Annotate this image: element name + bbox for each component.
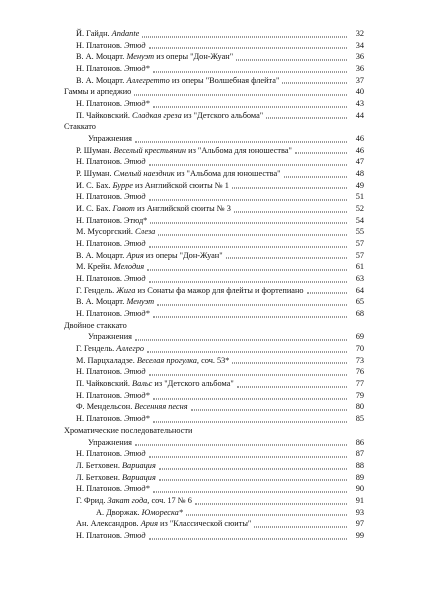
toc-entry-title (76, 518, 251, 530)
toc-title-text: Упражнения (88, 437, 132, 447)
toc-title-text: Р. Шуман. (76, 145, 114, 155)
toc-leader-dots (284, 175, 347, 177)
toc-title-italic: Гавот (112, 204, 135, 214)
toc-entry (64, 75, 364, 87)
toc-title-italic: Веселая прогулка, (136, 355, 199, 365)
toc-title-italic: Мелодия (113, 262, 145, 272)
toc-page-number: 51 (355, 192, 364, 202)
toc-leader-dots (153, 315, 347, 317)
toc-leader-dots (186, 514, 347, 516)
toc-title-text: из оперы "Волшебная флейта" (169, 75, 280, 85)
toc-leader-dots (307, 292, 347, 294)
toc-title-text: Н. Платонов. (76, 390, 125, 400)
toc-page-number: 73 (355, 355, 364, 365)
toc-leader-dots (149, 245, 347, 247)
toc-leader-dots (149, 280, 347, 282)
toc-title-text: Н. Платонов. (76, 414, 125, 424)
toc-page-number: 77 (355, 379, 364, 389)
toc-leader-dots (134, 94, 347, 96)
toc-page-number: 55 (355, 227, 364, 237)
toc-entry-title (76, 472, 156, 484)
toc-entry-title (64, 425, 192, 437)
toc-leader-dots (282, 82, 347, 84)
toc-title-text: Гаммы и арпеджио (64, 87, 132, 97)
toc-entry (64, 145, 364, 157)
toc-entry (64, 226, 364, 238)
toc-leader-dots (158, 234, 347, 236)
toc-title-italic: Менуэт (126, 52, 155, 62)
toc-entry-title (76, 28, 139, 40)
toc-entry-title (76, 401, 188, 413)
toc-entry (64, 448, 364, 460)
toc-entry-title (76, 285, 304, 297)
toc-page-number: 87 (355, 449, 364, 459)
toc-title-italic: Веселый крестьянин (113, 145, 187, 155)
toc-page-number: 90 (355, 484, 364, 494)
toc-entry (64, 296, 364, 308)
toc-title-text: из "Детского альбома" (152, 379, 234, 389)
toc-entry-title (76, 250, 223, 262)
toc-title-italic: Вариация (121, 472, 156, 482)
toc-title-text: Хроматические последовательности (64, 425, 193, 435)
toc-title-text: Н. Платонов. Этюд* (76, 215, 148, 225)
toc-leader-dots (149, 164, 347, 166)
toc-page-number: 63 (355, 274, 364, 284)
toc-entry (64, 191, 364, 203)
toc-page-number: 65 (355, 297, 364, 307)
toc-title-italic: Этюд* (124, 64, 150, 73)
toc-page-number: 80 (355, 402, 364, 412)
toc-title-text: Р. Шуман. (76, 169, 114, 179)
toc-entry-title (76, 296, 154, 308)
toc-page-number: 61 (355, 262, 364, 272)
toc-title-text: Ф. Мендельсон. (76, 402, 135, 412)
toc-title-italic: Этюд* (124, 414, 150, 424)
toc-page-number: 36 (355, 52, 364, 62)
toc-entry (64, 110, 364, 122)
toc-entry (64, 355, 364, 367)
toc-page-number: 57 (355, 250, 364, 260)
toc-title-text: В. А. Моцарт. (76, 75, 127, 85)
toc-page-number: 47 (355, 157, 364, 167)
toc-title-italic: Этюд (124, 239, 146, 249)
toc-entry (64, 483, 364, 495)
toc-entry (64, 51, 364, 63)
toc-entry-title (96, 507, 183, 519)
toc-entry-title (76, 530, 146, 542)
toc-title-italic: Ария (140, 519, 158, 529)
toc-page-number: 36 (355, 64, 364, 73)
toc-entry (64, 273, 364, 285)
toc-leader-dots (254, 525, 347, 527)
toc-title-text: Двойное стаккато (64, 320, 127, 330)
toc-title-italic: Аллегретто (126, 75, 170, 85)
toc-page-number: 48 (355, 169, 364, 179)
toc-title-italic: Этюд* (124, 390, 150, 400)
toc-entry-title (76, 448, 146, 460)
toc-title-italic: Andante (111, 28, 140, 38)
toc-leader-dots (295, 152, 347, 154)
toc-leader-dots (147, 350, 347, 352)
toc-page-number: 93 (355, 507, 364, 517)
toc-page-number: 52 (355, 204, 364, 214)
toc-title-italic: Этюд (124, 274, 146, 284)
toc-page-number: 32 (355, 28, 364, 38)
toc-page-number: 46 (355, 134, 364, 144)
toc-page-number: 89 (355, 472, 364, 482)
toc-page-number: 43 (355, 99, 364, 109)
toc-page-number: 44 (355, 110, 364, 120)
toc-leader-dots (153, 490, 347, 492)
table-of-contents (64, 28, 364, 542)
toc-title-text: Г. Гендель. (76, 285, 117, 295)
toc-entry-title (88, 437, 132, 449)
toc-leader-dots (157, 304, 347, 306)
toc-entry-title (76, 343, 144, 355)
toc-title-italic: Этюд (124, 367, 146, 377)
toc-title-italic: Этюд (124, 192, 146, 202)
toc-title-italic: Этюд* (124, 484, 150, 494)
toc-entry (64, 343, 364, 355)
toc-title-italic: Этюд (124, 530, 146, 540)
toc-entry (64, 63, 364, 75)
toc-page-number: 91 (355, 495, 364, 505)
toc-page-number: 57 (355, 239, 364, 249)
toc-leader-dots (149, 374, 347, 376)
toc-title-text: Н. Платонов. (76, 239, 125, 249)
toc-title-text: Н. Платонов. (76, 64, 125, 73)
toc-entry (64, 285, 364, 297)
toc-title-italic: Менуэт (126, 297, 155, 307)
toc-page-number: 69 (355, 332, 364, 342)
toc-title-italic: Смелый наездник (113, 169, 175, 179)
toc-leader-dots (232, 362, 347, 364)
toc-title-text: М. Парцхаладзе. (76, 355, 137, 365)
toc-entry-title (76, 483, 150, 495)
toc-page-number: 54 (355, 215, 364, 225)
toc-title-text: из "Альбома для юношества" (186, 145, 292, 155)
toc-leader-dots (149, 199, 347, 201)
toc-title-text: из Сонаты фа мажор для флейты и фортепиано (135, 285, 304, 295)
toc-title-italic: Слеза (134, 227, 156, 237)
toc-title-text: из Английской сюиты № 1 (132, 180, 229, 190)
toc-title-text: Н. Платонов. (76, 40, 125, 50)
toc-entry-title (76, 378, 234, 390)
toc-entry-title (88, 331, 132, 343)
toc-entry-title (76, 75, 279, 87)
toc-entry (64, 495, 364, 507)
toc-entry-title (76, 191, 146, 203)
toc-entry (64, 215, 364, 227)
toc-title-italic: Весенняя песня (134, 402, 188, 412)
toc-page-number: 34 (355, 40, 364, 50)
toc-title-italic: Этюд* (124, 309, 150, 319)
toc-page-number: 40 (355, 87, 364, 97)
toc-page-number: 64 (355, 285, 364, 295)
toc-leader-dots (153, 397, 347, 399)
toc-title-text: В. А. Моцарт. (76, 250, 127, 260)
toc-title-text: И. С. Бах. (76, 204, 113, 214)
toc-leader-dots (226, 257, 347, 259)
toc-leader-dots (135, 140, 347, 142)
toc-leader-dots (153, 70, 347, 72)
toc-entry (64, 460, 364, 472)
toc-page-number: 49 (355, 180, 364, 190)
toc-entry-title (76, 51, 233, 63)
toc-entry-title (88, 133, 132, 145)
toc-leader-dots (236, 59, 347, 61)
toc-title-text: Упражнения (88, 134, 132, 144)
toc-title-text: из Английской сюиты № 3 (134, 204, 231, 214)
toc-title-text: из "Альбома для юношества" (174, 169, 281, 179)
toc-title-text: М. Мусоргский. (76, 227, 135, 237)
toc-entry-title (76, 168, 281, 180)
toc-entry-title (76, 156, 146, 168)
toc-title-text: Н. Платонов. (76, 484, 125, 494)
toc-title-text: П. Чайковский. (76, 110, 133, 120)
toc-entry-title (76, 273, 146, 285)
toc-title-text: из оперы "Дон-Жуан" (143, 250, 223, 260)
toc-entry (64, 518, 364, 530)
toc-leader-dots (135, 339, 347, 341)
toc-leader-dots (266, 117, 347, 119)
toc-title-italic: Этюд* (124, 99, 150, 109)
toc-page-number: 97 (355, 519, 364, 529)
toc-entry (64, 402, 364, 414)
toc-entry-title (76, 180, 229, 192)
toc-title-text: Стаккато (64, 122, 96, 132)
toc-entry-title (76, 215, 147, 227)
toc-title-text: из "Классической сюиты" (157, 519, 252, 529)
toc-section-heading (64, 121, 364, 133)
toc-leader-dots (142, 35, 347, 37)
toc-title-text: соч. 17 № 6 (149, 495, 192, 505)
toc-page-number: 70 (355, 344, 364, 354)
toc-page-number: 46 (355, 145, 364, 155)
toc-entry-title (76, 355, 229, 367)
toc-title-italic: Закат года, (107, 495, 150, 505)
toc-title-text: Н. Платонов. (76, 274, 125, 284)
toc-entry (64, 98, 364, 110)
toc-title-text: А. Дворжак. (96, 507, 142, 517)
toc-entry-title (76, 110, 263, 122)
toc-title-italic: Жига (116, 285, 136, 295)
toc-page-number: 99 (355, 530, 364, 540)
toc-title-text: Г. Фрид. (76, 495, 108, 505)
toc-leader-dots (153, 420, 347, 422)
toc-title-italic: Этюд (124, 40, 146, 50)
toc-title-text: Ан. Александров. (76, 519, 141, 529)
toc-entry-title (76, 238, 146, 250)
toc-section-heading (64, 86, 364, 98)
toc-title-text: из оперы "Дон-Жуан" (154, 52, 234, 62)
toc-title-text: Н. Платонов. (76, 157, 125, 167)
toc-page-number: 86 (355, 437, 364, 447)
toc-entry-title (76, 63, 150, 75)
toc-entry (64, 331, 364, 343)
toc-title-text: И. С. Бах. (76, 180, 113, 190)
toc-title-italic: Вальс (132, 379, 153, 389)
toc-leader-dots (237, 385, 347, 387)
toc-title-italic: Этюд (124, 157, 146, 167)
toc-entry (64, 180, 364, 192)
toc-entry (64, 28, 364, 40)
toc-title-text: В. А. Моцарт. (76, 52, 127, 62)
toc-entry-title (64, 121, 96, 133)
toc-title-italic: Вариация (121, 460, 156, 470)
toc-entry (64, 366, 364, 378)
toc-leader-dots (135, 444, 347, 446)
toc-entry (64, 250, 364, 262)
toc-entry (64, 203, 364, 215)
toc-leader-dots (153, 105, 347, 107)
toc-title-text: Г. Гендель. (76, 344, 117, 354)
toc-title-italic: Аллегро (116, 344, 145, 354)
toc-title-text: В. А. Моцарт. (76, 297, 127, 307)
toc-entry-title (76, 495, 192, 507)
toc-leader-dots (195, 502, 347, 504)
toc-title-text: Л. Бетховен. (76, 460, 122, 470)
toc-entry (64, 472, 364, 484)
toc-title-text: Н. Платонов. (76, 192, 125, 202)
toc-title-italic: Ария (126, 250, 144, 260)
toc-entry (64, 238, 364, 250)
toc-entry-title (76, 366, 146, 378)
toc-entry-title (76, 413, 150, 425)
toc-page-number: 37 (355, 75, 364, 85)
toc-entry (64, 261, 364, 273)
toc-entry-title (76, 145, 292, 157)
toc-title-text: М. Крейн. (76, 262, 114, 272)
toc-page-number: 76 (355, 367, 364, 377)
toc-entry (64, 168, 364, 180)
toc-title-text: П. Чайковский. (76, 379, 133, 389)
toc-entry (64, 133, 364, 145)
toc-title-italic: Юмореска* (141, 507, 183, 517)
toc-title-text: соч. 53* (199, 355, 230, 365)
toc-section-heading (64, 320, 364, 332)
toc-title-text: из "Детского альбома" (181, 110, 264, 120)
toc-leader-dots (147, 269, 347, 271)
toc-entry (64, 437, 364, 449)
toc-entry-title (76, 203, 231, 215)
toc-title-italic: Сладкая греза (132, 110, 182, 120)
toc-entry-title (64, 320, 127, 332)
toc-title-text: Н. Платонов. (76, 449, 125, 459)
toc-title-italic: Бурре (112, 180, 133, 190)
toc-entry-title (76, 261, 144, 273)
toc-entry (64, 390, 364, 402)
toc-entry (64, 413, 364, 425)
toc-title-text: Л. Бетховен. (76, 472, 122, 482)
toc-page-number: 88 (355, 460, 364, 470)
toc-entry-title (76, 308, 150, 320)
toc-leader-dots (159, 467, 347, 469)
toc-entry-title (76, 390, 150, 402)
toc-page-number: 85 (355, 414, 364, 424)
toc-title-text: Н. Платонов. (76, 367, 125, 377)
toc-title-text: Й. Гайдн. (76, 28, 112, 38)
toc-leader-dots (149, 47, 347, 49)
toc-leader-dots (159, 479, 347, 481)
toc-entry-title (76, 98, 150, 110)
toc-leader-dots (149, 537, 347, 539)
toc-leader-dots (149, 455, 347, 457)
toc-page-number: 68 (355, 309, 364, 319)
toc-entry (64, 308, 364, 320)
toc-title-italic: Этюд (124, 449, 146, 459)
toc-title-text: Н. Платонов. (76, 99, 125, 109)
toc-entry (64, 530, 364, 542)
toc-entry (64, 156, 364, 168)
toc-leader-dots (150, 222, 347, 224)
toc-title-text: Упражнения (88, 332, 132, 342)
toc-page-number: 79 (355, 390, 364, 400)
toc-leader-dots (234, 210, 347, 212)
toc-title-text: Н. Платонов. (76, 530, 125, 540)
toc-entry-title (64, 86, 131, 98)
toc-leader-dots (191, 409, 347, 411)
toc-entry-title (76, 226, 155, 238)
toc-section-heading (64, 425, 364, 437)
toc-entry (64, 40, 364, 52)
toc-entry (64, 507, 364, 519)
toc-leader-dots (232, 187, 347, 189)
toc-title-text: Н. Платонов. (76, 309, 125, 319)
toc-entry-title (76, 460, 156, 472)
toc-entry-title (76, 40, 146, 52)
toc-entry (64, 378, 364, 390)
